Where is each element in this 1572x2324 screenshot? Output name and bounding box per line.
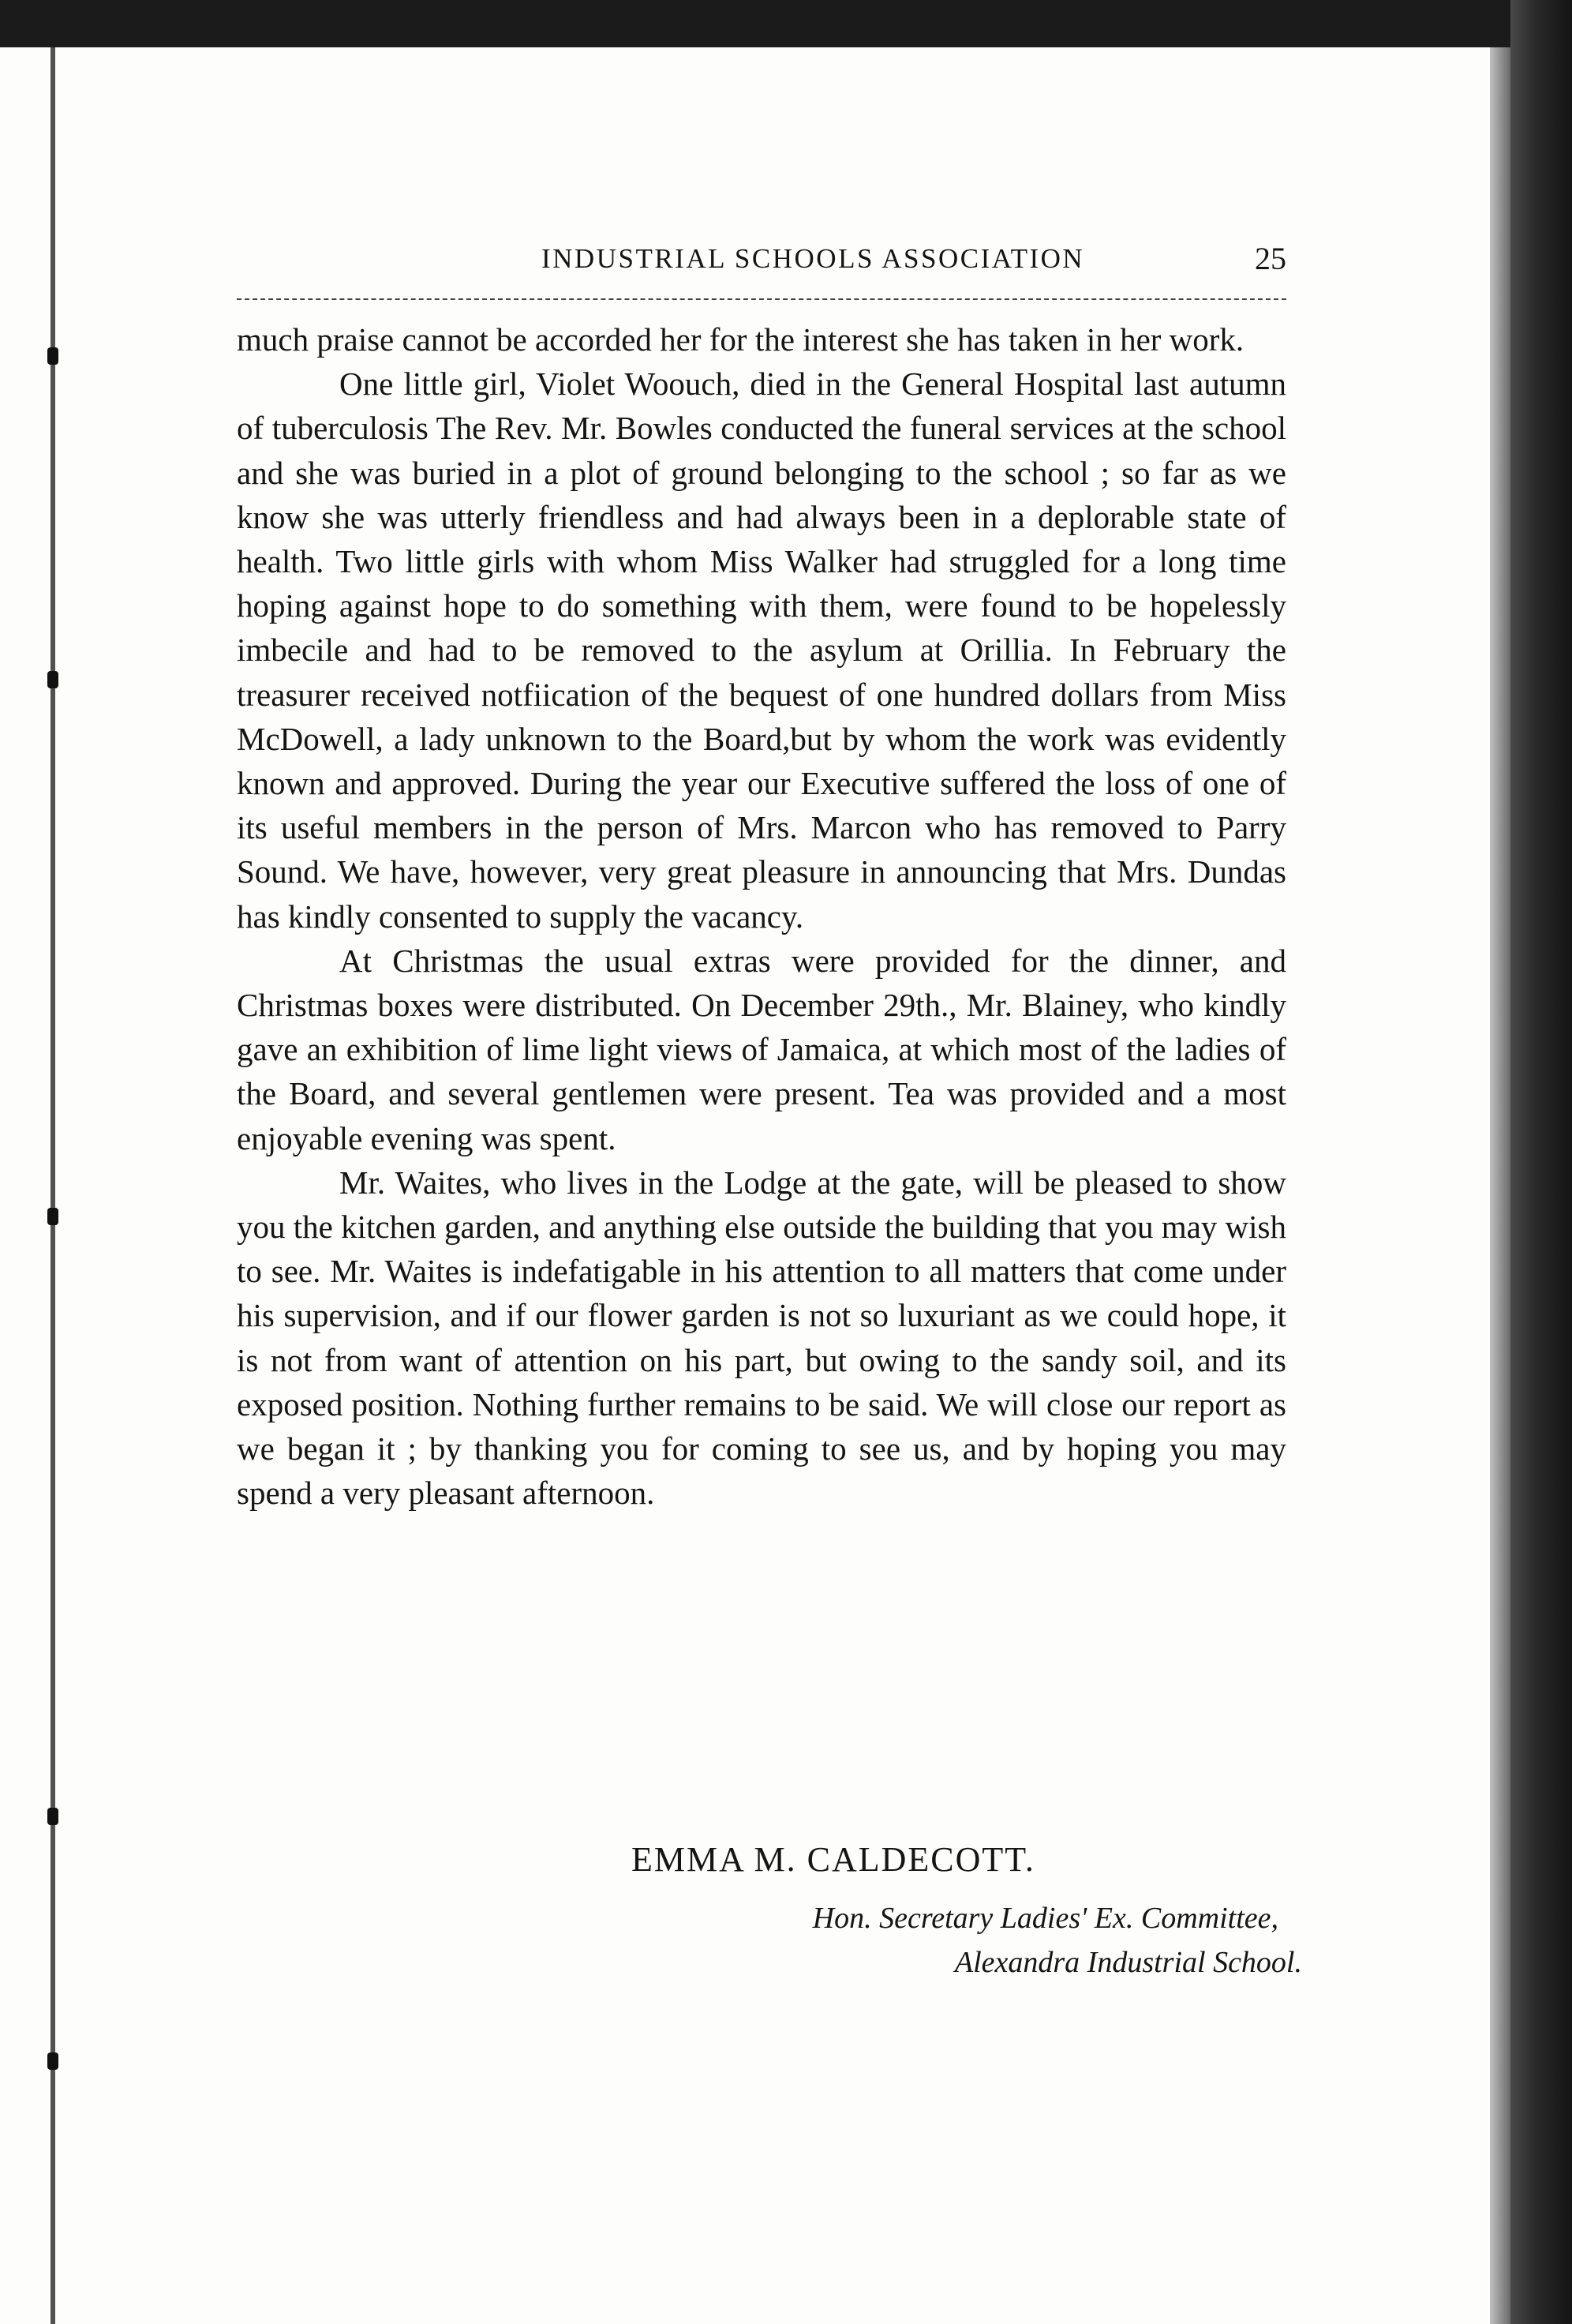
paragraph: One little girl, Violet Woouch, died in the General Hospital last autumn of tuberculosis The Rev. Mr. Bowles conducted the funeral services at the school and she was buried in a plot of ground belonging to the school ; so far as we know she was utterly friendless and had always been in a deplorable state of health. Two little girls with whom Miss Walker had struggled for a long time hoping against hope to do something with them, were found to be hopelessly imbecile and had to be removed to the asylum at Orillia. In February the treasurer received notfiication of the bequest of one hundred dollars from Miss McDowell, a lady unknown to the Board,but by whom the work was evidently known and approved. During the year our Executive suffered the loss of one of its useful members in the person of Mrs. Marcon who has removed to Parry Sound. We have, however, very great pleasure in announcing that Mrs. Dundas has kindly consented to supply the vacancy. (237, 365, 1286, 935)
binding-mark (47, 1208, 58, 1225)
paragraph: At Christmas the usual extras were provided for the dinner, and Christmas boxes were distributed. On December 29th., Mr. Blainey, who kindly gave an exhibition of lime light views of Jamaica, at which most of the ladies of the Board, and several gentlemen were present. Tea was provided and a most enjoyable evening was spent. (237, 942, 1286, 1156)
binding-mark (47, 1808, 58, 1825)
page-edge-shadow (1490, 47, 1510, 2324)
binding-mark (47, 671, 58, 688)
signatory-organization: Alexandra Industrial School. (954, 1946, 1302, 1979)
page-header (237, 237, 1286, 300)
scan-border-right (1510, 0, 1572, 2324)
binding-edge (51, 47, 55, 2324)
binding-mark (47, 2052, 58, 2070)
paragraph: much praise cannot be accorded her for the interest she has taken in her work. (237, 321, 1244, 358)
signatory-title: Hon. Secretary Ladies' Ex. Committee, (812, 1902, 1278, 1935)
paragraph: Mr. Waites, who lives in the Lodge at the gate, will be pleased to show you the kitchen garden, and anything else outside the building that you may wish to see. Mr. Waites is indefatigable in his attention to all matters that come under his supervision, and if our flower garden is not so luxuriant as we could hope, it is not from want of attention on his part, but owing to the sandy soil, and its exposed position. Nothing further remains to be said. We will close our report as we began it ; by thanking you for coming to see us, and by hoping you may spend a very pleasant afternoon. (237, 1164, 1286, 1512)
binding-mark (47, 347, 58, 365)
scan-border-top (0, 0, 1572, 47)
page-number: 25 (1255, 241, 1286, 276)
header-rule (237, 298, 1286, 300)
running-title: INDUSTRIAL SCHOOLS ASSOCIATION (541, 243, 1085, 274)
signature-block (237, 1839, 1302, 2076)
signatory-name: EMMA M. CALDECOTT. (631, 1840, 1035, 1879)
body-text (237, 317, 1286, 1515)
